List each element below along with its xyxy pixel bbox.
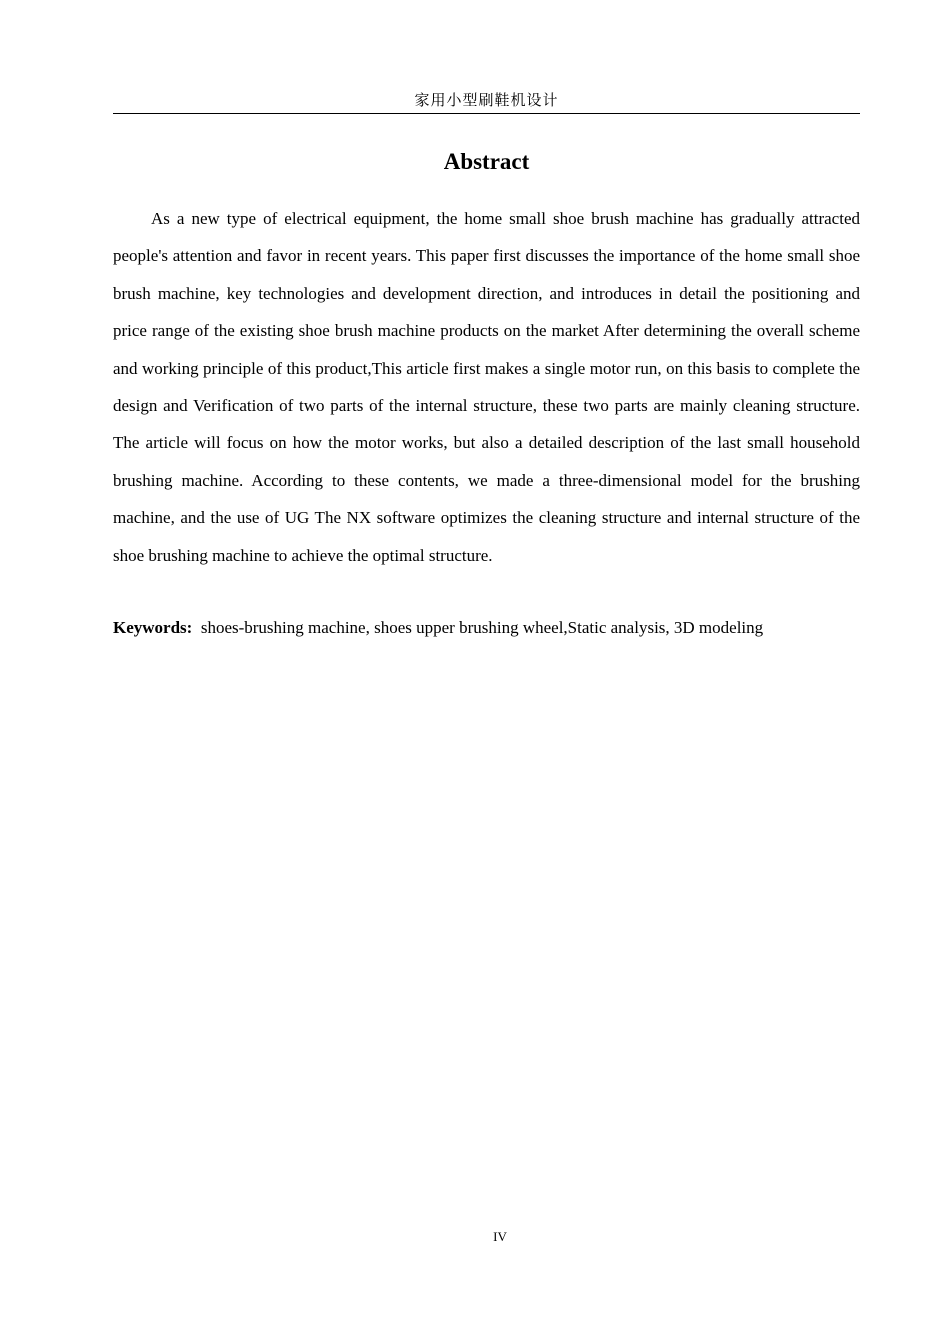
abstract-body: As a new type of electrical equipment, the home small shoe brush machine has gradually attracted people's attention and favor in recent years. This paper first discusses the importance of the home small shoe brush machine, key technologies and development direction, and introduces in detail the positioning and price range of the existing shoe brush machine products on the market After determining the overall scheme and working principle of this product,This article first makes a single motor run, on this basis to complete the design and Verification of two parts of the internal structure, these two parts are mainly cleaning structure. The article will focus on how the motor works, but also a detailed description of the last small household brushing machine. According to these contents, we made a three-dimensional model for the brushing machine, and the use of UG The NX software optimizes the cleaning structure and internal structure of the shoe brushing machine to achieve the optimal structure. — [113, 209, 860, 565]
keywords-text: shoes-brushing machine, shoes upper brushing wheel,Static analysis, 3D modeling — [200, 618, 764, 637]
running-header: 家用小型刷鞋机设计 — [414, 91, 559, 109]
page-number: IV — [493, 1229, 507, 1244]
header-rule — [113, 113, 860, 114]
abstract-title: Abstract — [443, 149, 530, 174]
keywords-line — [113, 612, 873, 644]
keywords-label: Keywords: — [113, 618, 193, 637]
